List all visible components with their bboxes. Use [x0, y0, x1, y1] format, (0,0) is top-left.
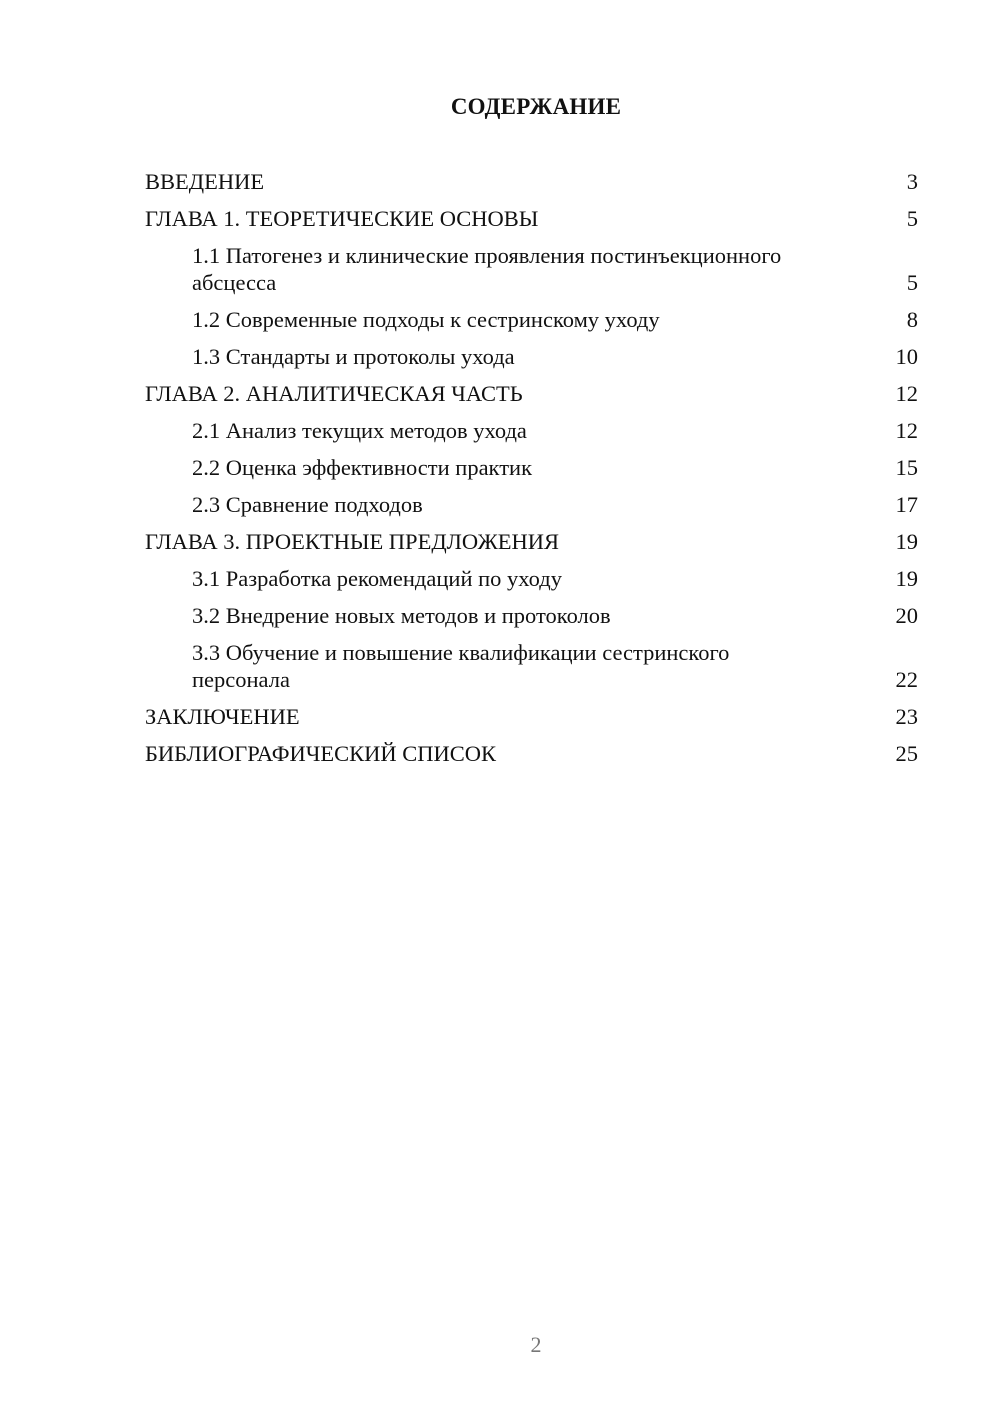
- toc-entry-page: 15: [895, 455, 918, 480]
- toc-entry-page: 23: [895, 704, 918, 729]
- toc-entry-text: ГЛАВА 1. ТЕОРЕТИЧЕСКИЕ ОСНОВЫ: [145, 206, 539, 231]
- toc-entry-text: 1.1 Патогенез и клинические проявления постинъекционного абсцесса: [192, 243, 782, 295]
- toc-entry-page: 12: [895, 381, 918, 406]
- page-number: 2: [530, 1332, 542, 1357]
- toc-entry-section-2-3: [145, 491, 918, 518]
- toc-entry-text: 1.2 Современные подходы к сестринскому уходу: [192, 307, 660, 332]
- toc-entry-text: 2.2 Оценка эффективности практик: [192, 455, 532, 480]
- toc-entry-page: 25: [895, 741, 918, 766]
- toc-entry-page: 5: [906, 270, 918, 295]
- table-of-contents: [145, 168, 918, 777]
- toc-entry-chapter-2: [145, 380, 918, 407]
- toc-entry-introduction: [145, 168, 918, 195]
- toc-entry-text: 2.3 Сравнение подходов: [192, 492, 423, 517]
- toc-entry-section-3-2: [145, 602, 918, 629]
- toc-entry-section-1-3: [145, 343, 918, 370]
- toc-entry-text: 3.2 Внедрение новых методов и протоколов: [192, 603, 611, 628]
- toc-entry-text: БИБЛИОГРАФИЧЕСКИЙ СПИСОК: [145, 741, 497, 766]
- toc-entry-section-3-1: [145, 565, 918, 592]
- toc-entry-page: 20: [895, 603, 918, 628]
- toc-entry-text: 1.3 Стандарты и протоколы ухода: [192, 344, 515, 369]
- toc-entry-page: 17: [895, 492, 918, 517]
- toc-entry-text: ГЛАВА 3. ПРОЕКТНЫЕ ПРЕДЛОЖЕНИЯ: [145, 529, 560, 554]
- toc-entry-section-3-3: [145, 639, 918, 693]
- toc-entry-text: ГЛАВА 2. АНАЛИТИЧЕСКАЯ ЧАСТЬ: [145, 381, 523, 406]
- toc-entry-page: 12: [895, 418, 918, 443]
- toc-entry-page: 10: [895, 344, 918, 369]
- toc-entry-page: 19: [895, 566, 918, 591]
- toc-entry-text: 3.1 Разработка рекомендаций по уходу: [192, 566, 562, 591]
- toc-entry-bibliography: [145, 740, 918, 767]
- toc-entry-page: 3: [906, 169, 918, 194]
- toc-entry-text: ЗАКЛЮЧЕНИЕ: [145, 704, 300, 729]
- toc-entry-section-2-2: [145, 454, 918, 481]
- toc-entry-section-2-1: [145, 417, 918, 444]
- toc-entry-page: 5: [906, 206, 918, 231]
- toc-entry-section-1-1: [145, 242, 918, 296]
- toc-entry-text: ВВЕДЕНИЕ: [145, 169, 265, 194]
- toc-entry-chapter-1: [145, 205, 918, 232]
- toc-entry-text: 3.3 Обучение и повышение квалификации сестринского персонала: [192, 640, 730, 692]
- toc-title: СОДЕРЖАНИЕ: [450, 94, 622, 119]
- toc-entry-page: 8: [906, 307, 918, 332]
- toc-entry-conclusion: [145, 703, 918, 730]
- toc-entry-page: 22: [895, 667, 918, 692]
- toc-entry-page: 19: [895, 529, 918, 554]
- toc-entry-text: 2.1 Анализ текущих методов ухода: [192, 418, 527, 443]
- toc-entry-section-1-2: [145, 306, 918, 333]
- toc-entry-chapter-3: [145, 528, 918, 555]
